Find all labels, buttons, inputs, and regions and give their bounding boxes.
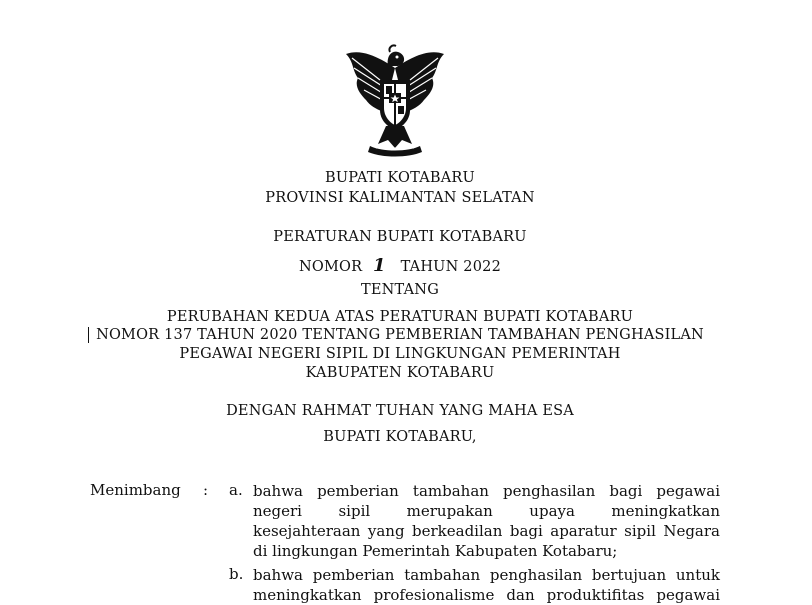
clause-line: bahwa pemberian tambahan penghasilan bertujuan untuk	[253, 566, 720, 584]
considerations-colon: :	[203, 481, 209, 499]
clause-line: negeri sipil merupakan upaya meningkatkan	[253, 502, 720, 520]
regulation-number: 1	[373, 255, 386, 276]
issuer: BUPATI KOTABARU,	[323, 429, 477, 445]
province-heading: PROVINSI KALIMANTAN SELATAN	[265, 190, 535, 206]
about-heading: TENTANG	[361, 282, 439, 298]
clause-line: meningkatkan profesionalisme dan produktifitas pegawai	[253, 586, 720, 604]
authority-heading: BUPATI KOTABARU	[325, 170, 475, 186]
clause-letter: b.	[229, 565, 244, 583]
clause-line: kesejahteraan yang berkeadilan bagi aparatur sipil Negara	[253, 522, 720, 540]
number-prefix: NOMOR	[298, 259, 363, 275]
regulation-title: PERATURAN BUPATI KOTABARU	[273, 229, 527, 245]
number-suffix: TAHUN 2022	[400, 259, 501, 275]
clause-a-text	[253, 481, 720, 561]
subject-line: PERUBAHAN KEDUA ATAS PERATURAN BUPATI KOTABARU	[166, 309, 634, 325]
garuda-emblem-icon	[340, 40, 450, 160]
clause-b-text	[253, 565, 720, 605]
subject-line: PEGAWAI NEGERI SIPIL DI LINGKUNGAN PEMERINTAH	[179, 346, 621, 362]
considerations-label: Menimbang	[90, 481, 181, 499]
invocation: DENGAN RAHMAT TUHAN YANG MAHA ESA	[226, 403, 574, 419]
text-cursor	[88, 327, 89, 343]
clause-line: di lingkungan Pemerintah Kabupaten Kotabaru;	[253, 542, 618, 560]
subject-line: NOMOR 137 TAHUN 2020 TENTANG PEMBERIAN TAMBAHAN PENGHASILAN	[96, 327, 704, 343]
regulation-number-line	[0, 255, 800, 276]
clause-letter: a.	[229, 481, 243, 499]
subject-line: KABUPATEN KOTABARU	[305, 365, 495, 381]
clause-line: bahwa pemberian tambahan penghasilan bagi pegawai	[253, 482, 720, 500]
